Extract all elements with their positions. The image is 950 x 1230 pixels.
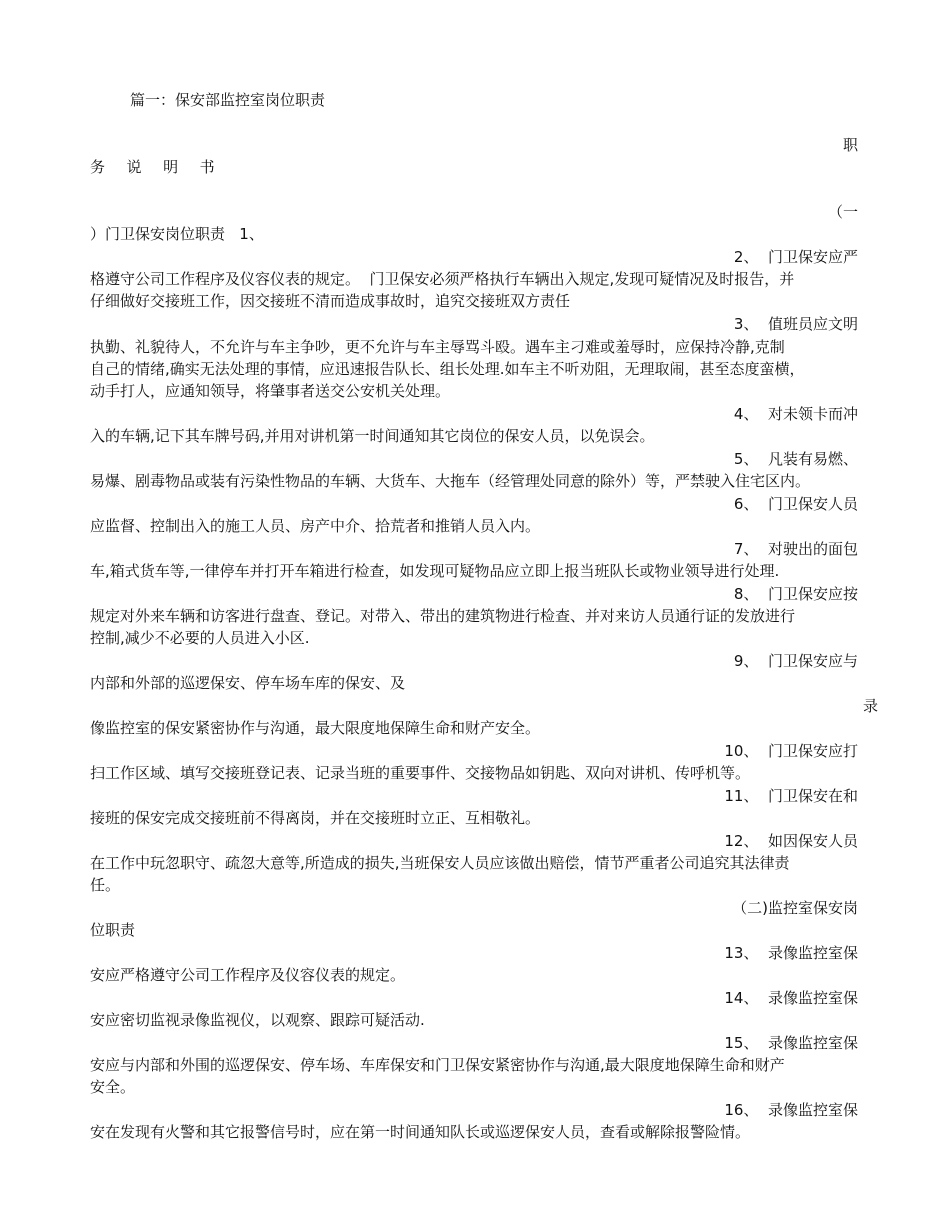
paragraph-line: 格遵守公司工作程序及仪容仪表的规定。 门卫保安必须严格执行车辆出入规定,发现可疑情况及时报告，并 (90, 270, 795, 288)
item-lead: 12、 如因保安人员 (724, 832, 858, 850)
item-lead: 14、 录像监控室保 (724, 989, 858, 1007)
item-lead: 4、 对未领卡而冲 (733, 405, 858, 423)
heading-part2: 务 说 明 书 (90, 158, 219, 176)
item-lead: 9、 门卫保安应与 (733, 652, 858, 670)
item-lead: 8、 门卫保安应按 (733, 585, 858, 603)
paragraph-line: 安应密切监视录像监视仪，以观察、跟踪可疑活动. (90, 1011, 425, 1029)
item-lead: 6、 门卫保安人员 (733, 495, 858, 513)
paragraph-line: 像监控室的保安紧密协作与沟通，最大限度地保障生命和财产安全。 (90, 719, 541, 737)
paragraph-line: 安应与内部和外围的巡逻保安、停车场、车库保安和门卫保安紧密协作与沟通,最大限度地保障生命和财产 (90, 1056, 785, 1074)
paragraph-line: 车,箱式货车等,一律停车并打开车箱进行检查，如发现可疑物品应立即上报当班队长或物业领导进行处理. (90, 562, 780, 580)
item-lead: 录 (862, 697, 878, 715)
paragraph-line: 仔细做好交接班工作，因交接班不清而造成事故时，追究交接班双方责任 (90, 292, 571, 310)
paragraph-line: 易爆、剧毒物品或装有污染性物品的车辆、大货车、大拖车（经管理处同意的除外）等，严禁驶入住宅区内。 (90, 472, 811, 490)
paragraph-line: 执勤、礼貌待人，不允许与车主争吵，更不允许与车主辱骂斗殴。遇车主刁难或羞辱时，应保持冷静,克制 (90, 338, 785, 356)
paragraph-line: 入的车辆,记下其车牌号码,并用对讲机第一时间通知其它岗位的保安人员，以免误会。 (90, 427, 655, 445)
item-lead: 15、 录像监控室保 (724, 1034, 858, 1052)
item-lead: 7、 对驶出的面包 (733, 540, 858, 558)
paragraph-line: 动手打人，应通知领导，将肇事者送交公安机关处理。 (90, 382, 451, 400)
paragraph-line: 安应严格遵守公司工作程序及仪容仪表的规定。 (90, 966, 406, 984)
item-lead: 3、 值班员应文明 (733, 315, 858, 333)
paragraph-line: 内部和外部的巡逻保安、停车场车库的保安、及 (90, 674, 406, 692)
item-lead: 11、 门卫保安在和 (724, 787, 858, 805)
item-lead: 5、 凡装有易燃、 (733, 450, 858, 468)
paragraph-line: 规定对外来车辆和访客进行盘查、登记。对带入、带出的建筑物进行检查、并对来访人员通行证的发放进行 (90, 607, 796, 625)
paragraph-line: 接班的保安完成交接班前不得离岗，并在交接班时立正、互相敬礼。 (90, 809, 541, 827)
item-lead: 13、 录像监控室保 (724, 944, 858, 962)
paragraph-line: 安在发现有火警和其它报警信号时，应在第一时间通知队长或巡逻保安人员，查看或解除报警险情。 (90, 1123, 751, 1141)
paragraph-line: 控制,减少不必要的人员进入小区. (90, 629, 310, 647)
paragraph-line: 应监督、控制出入的施工人员、房产中介、拾荒者和推销人员入内。 (90, 517, 541, 535)
document-title: 篇一：保安部监控室岗位职责 (130, 91, 326, 109)
item-lead: 10、 门卫保安应打 (724, 742, 858, 760)
paragraph-line: 扫工作区域、填写交接班登记表、记录当班的重要事件、交接物品如钥匙、双向对讲机、传呼机等。 (90, 764, 751, 782)
paragraph-line: 在工作中玩忽职守、疏忽大意等,所造成的损失,当班保安人员应该做出赔偿，情节严重者公司追究其法律责 (90, 854, 790, 872)
section-title: （二)监控室保安岗 (732, 899, 858, 917)
paragraph-line: 安全。 (90, 1078, 136, 1096)
paragraph-line: 任。 (90, 876, 121, 894)
section-marker: （一 (827, 203, 858, 221)
item-lead: 16、 录像监控室保 (724, 1101, 858, 1119)
heading-part1: 职 (842, 136, 858, 154)
section-title: ）门卫保安岗位职责 1、 (90, 225, 264, 243)
item-lead: 2、 门卫保安应严 (733, 248, 858, 266)
paragraph-line: 自己的情绪,确实无法处理的事情，应迅速报告队长、组长处理.如车主不听劝阻，无理取闹，甚至态度蛮横， (90, 360, 805, 378)
section-title-cont: 位职责 (90, 921, 136, 939)
